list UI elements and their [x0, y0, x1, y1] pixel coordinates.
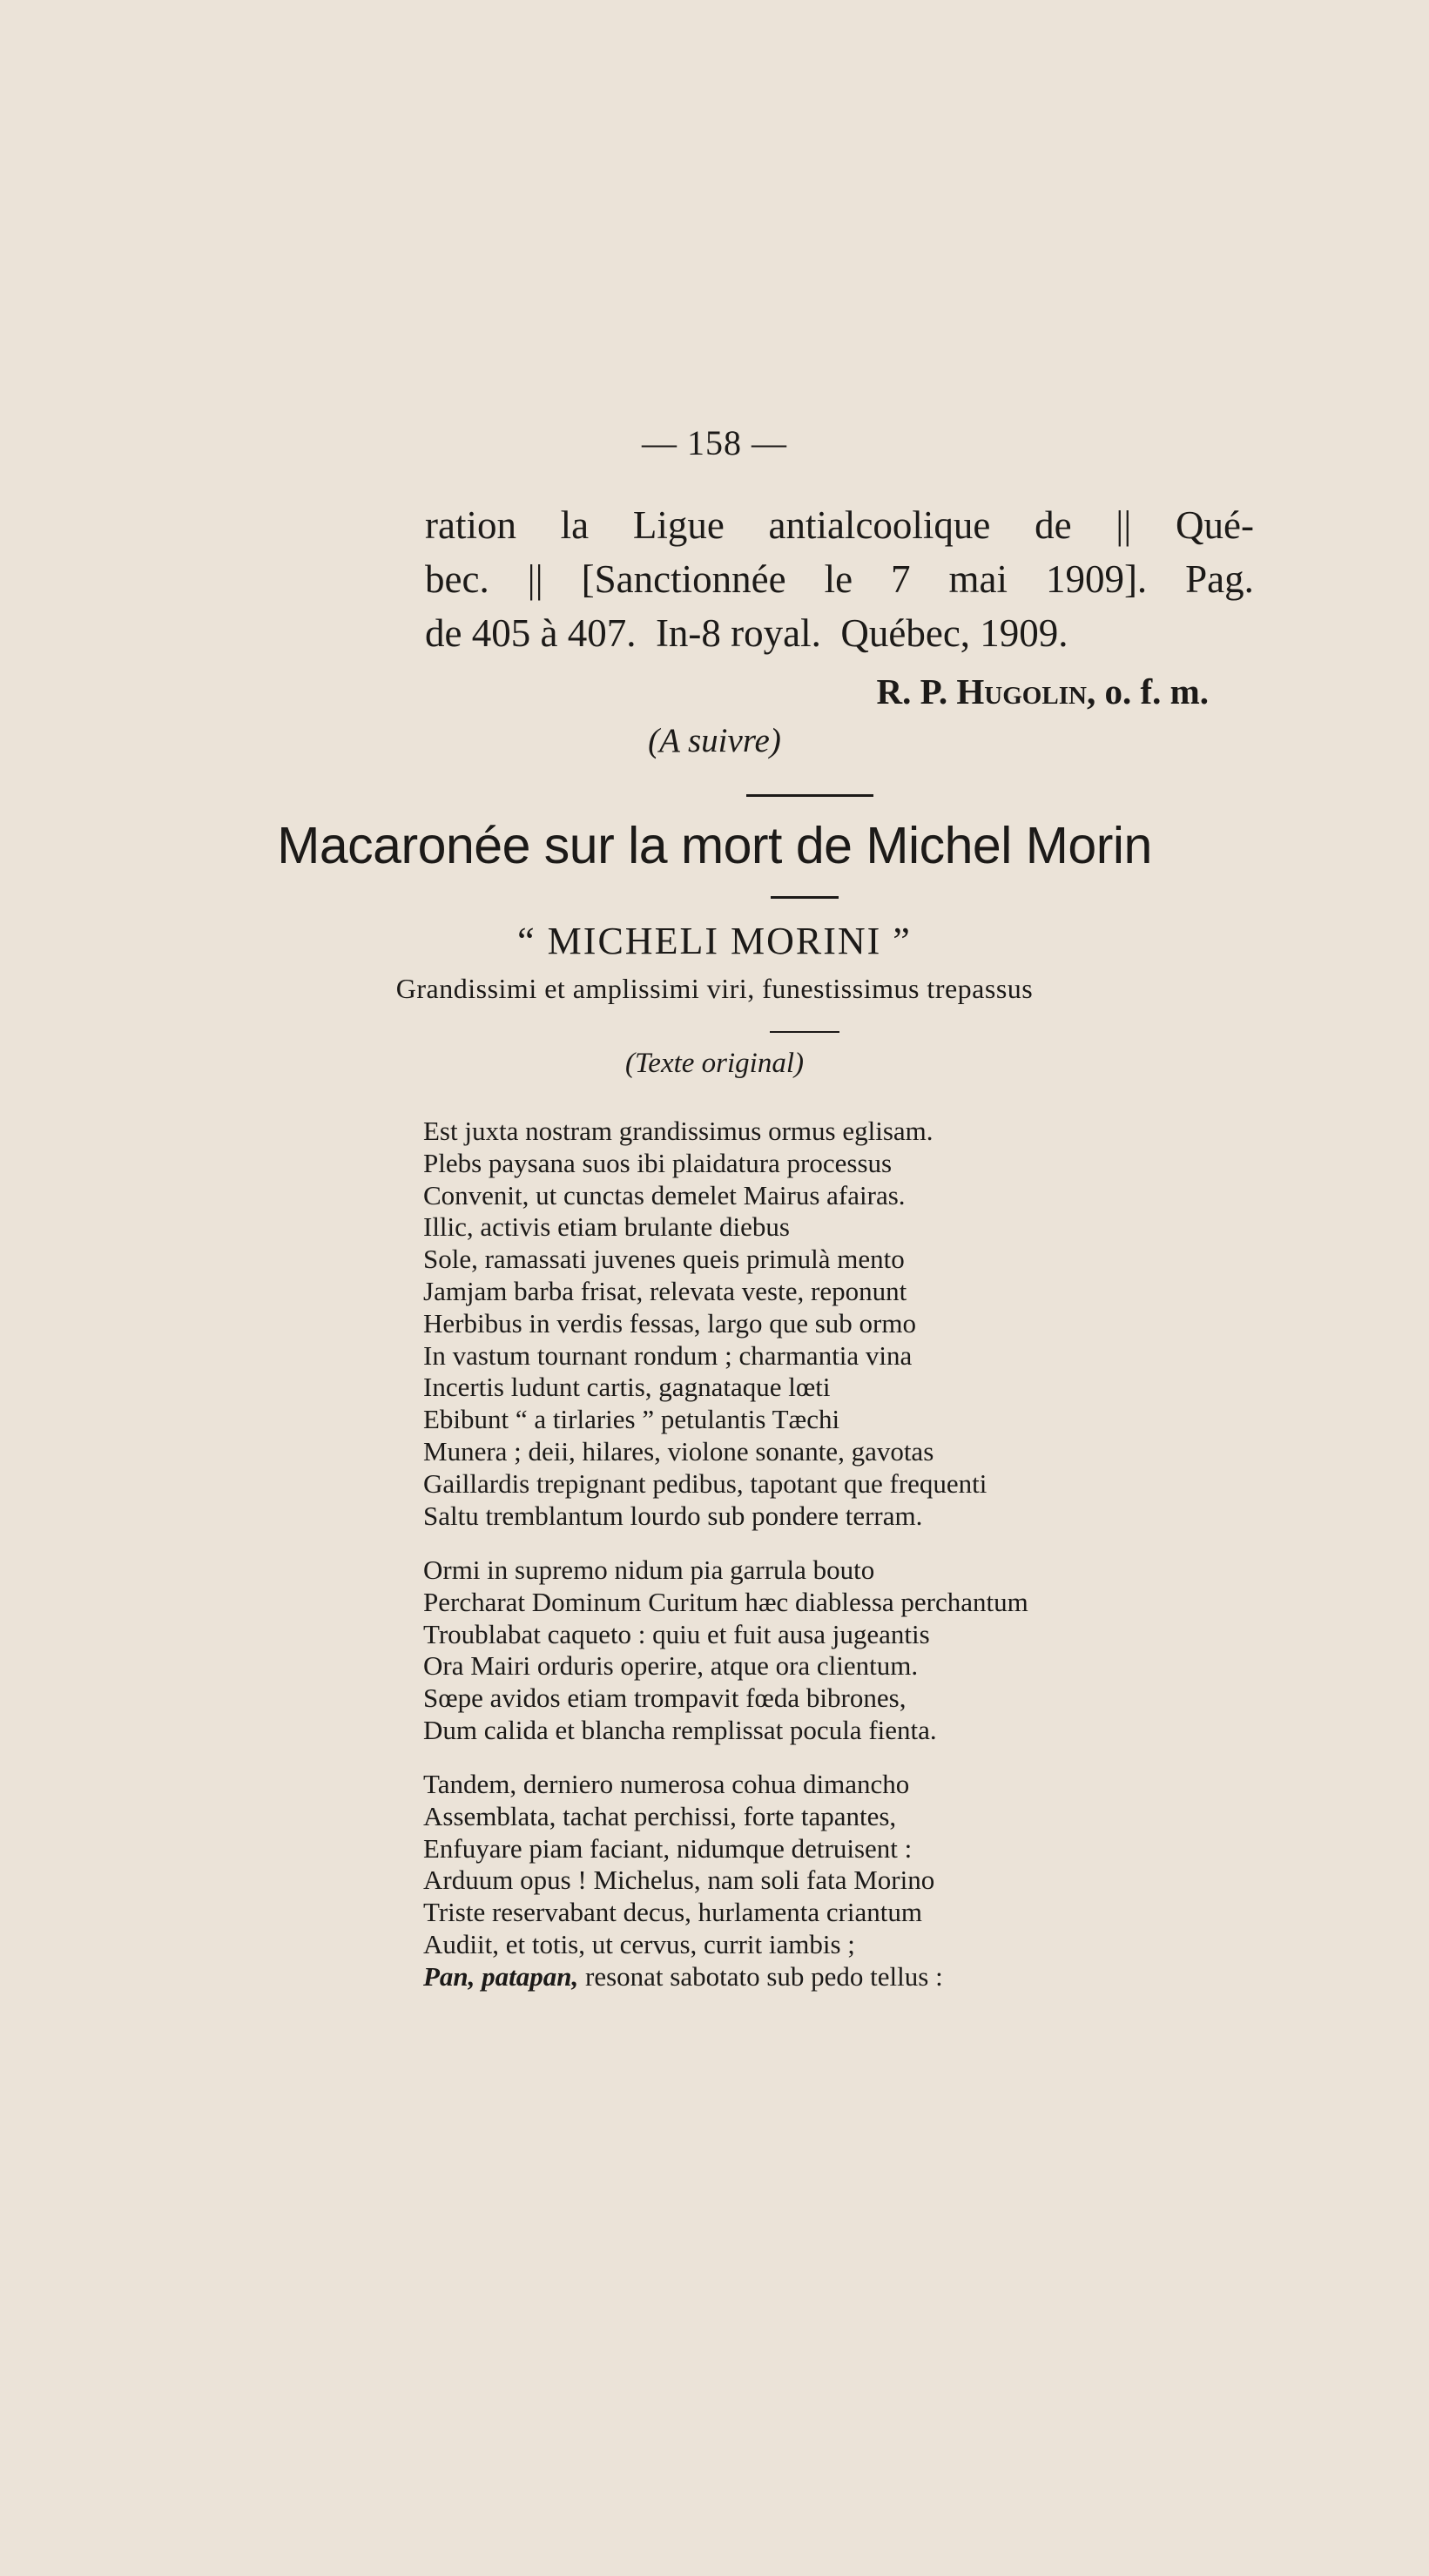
poem-italic-phrase: Pan, patapan, [423, 1960, 579, 1992]
poem-stanza [423, 1116, 1303, 1532]
poem-line: Troublabat caqueto : quiu et fuit ausa jugeantis [423, 1618, 930, 1649]
subtitle-divider-rule [770, 1031, 839, 1033]
citation-word: Ligue [632, 503, 725, 547]
author-suffix: , o. f. m. [1086, 671, 1209, 711]
poem-line: Est juxta nostram grandissimus ormus eglisam. [423, 1116, 934, 1146]
citation-word: la [560, 503, 590, 547]
poem-line: Sole, ramassati juvenes queis primulà mento [423, 1244, 905, 1275]
poem-line: Triste reservabant decus, hurlamenta criantum [423, 1897, 923, 1928]
citation-word: Qué- [1175, 503, 1254, 547]
citation-word: de [1035, 503, 1072, 547]
citation-word: le [824, 557, 853, 601]
citation-word: ration [425, 503, 516, 547]
poem-line: Dum calida et blancha remplissat pocula fienta. [423, 1714, 937, 1745]
article-subtitle: “ MICHELI MORINI ” [517, 920, 912, 962]
poem-line: Tandem, derniero numerosa cohua dimancho [423, 1769, 910, 1799]
citation-word: bec. [425, 557, 489, 601]
poem-line: Ebibunt “ a tirlaries ” petulantis Tæchi [423, 1404, 840, 1435]
poem-line: Assemblata, tachat perchissi, forte tapantes, [423, 1800, 897, 1831]
poem-line: Ormi in supremo nidum pia garrula bouto [423, 1554, 875, 1585]
section-divider-rule [746, 794, 873, 797]
poem-stanza [423, 1769, 1303, 1993]
author-name: Hugolin [956, 671, 1087, 711]
citation-line [425, 498, 1254, 552]
to-be-continued-note: (A suivre) [648, 722, 781, 759]
poem-line-rest: resonat sabotato sub pedo tellus : [578, 1960, 943, 1992]
poem-line: Enfuyare piam faciant, nidumque detruisent : [423, 1832, 913, 1864]
citation-word: || [527, 557, 543, 601]
poem-line: Munera ; deii, hilares, violone sonante, gavotas [423, 1435, 934, 1467]
poem-line: Audiit, et totis, ut cervus, currit iambis ; [423, 1928, 855, 1959]
author-signature [0, 671, 1209, 712]
citation-word: 1909]. [1045, 557, 1148, 601]
citation-line: de 405 à 407. In-8 royal. Québec, 1909. [425, 611, 1068, 655]
poem-line: Illic, activis etiam brulante diebus [423, 1211, 790, 1243]
citation-word: Pag. [1185, 557, 1254, 601]
poem-line: Incertis ludunt cartis, gagnataque lœti [423, 1372, 831, 1403]
article-title: Macaronée sur la mort de Michel Morin [277, 817, 1152, 874]
citation-word: || [1116, 503, 1132, 547]
citation-line [425, 552, 1254, 606]
citation-word: antialcoolique [768, 503, 991, 547]
citation-word: [Sanctionnée [581, 557, 786, 601]
poem-line: Percharat Dominum Curitum hæc diablessa perchantum [423, 1586, 1028, 1617]
title-divider-rule [771, 896, 839, 899]
citation-word: mai [948, 557, 1008, 601]
poem-line: Convenit, ut cunctas demelet Mairus afairas. [423, 1179, 906, 1210]
citation-text [425, 498, 1261, 660]
poem-stanza [423, 1554, 1303, 1747]
poem-line: Plebs paysana suos ibi plaidatura processus [423, 1147, 893, 1178]
original-text-note: (Texte original) [624, 1048, 804, 1079]
poem-line: Saltu tremblantum lourdo sub pondere terram. [423, 1500, 923, 1531]
poem-line: Herbibus in verdis fessas, largo que sub ormo [423, 1307, 916, 1339]
poem-line [423, 1961, 1303, 1993]
poem-line: Gaillardis trepignant pedibus, tapotant que frequenti [423, 1467, 987, 1499]
poem-line: Ora Mairi orduris operire, atque ora clientum. [423, 1650, 919, 1682]
author-prefix: R. P. [876, 671, 957, 711]
dedication-line: Grandissimi et amplissimi viri, funestissimus trepassus [395, 973, 1034, 1004]
poem-line: Jamjam barba frisat, relevata veste, reponunt [423, 1275, 907, 1306]
poem-line: Arduum opus ! Michelus, nam soli fata Morino [423, 1865, 935, 1896]
page-number: — 158 — [642, 423, 787, 462]
citation-word: 7 [891, 557, 911, 601]
poem-line: In vastum tournant rondum ; charmantia vina [423, 1339, 913, 1371]
poem-line: Sœpe avidos etiam trompavit fœda bibrones, [423, 1682, 907, 1714]
